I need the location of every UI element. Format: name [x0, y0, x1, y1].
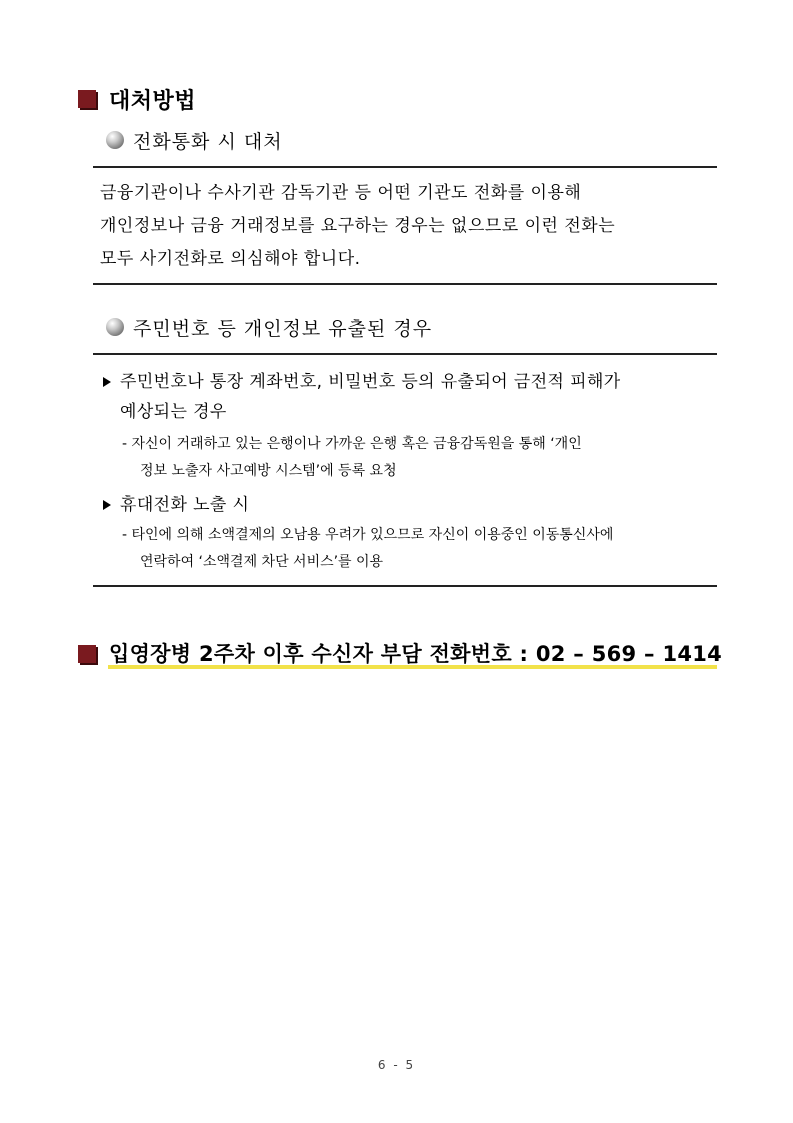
- detail-text: 정보 노출자 사고예방 시스템’에 등록 요청: [140, 463, 397, 479]
- detail-text: - 타인에 의해 소액결제의 오남용 우려가 있으므로 자신이 이용중인 이동통신사에: [122, 527, 614, 543]
- paragraph-line: 개인정보나 금융 거래정보를 요구하는 경우는 없으므로 이런 전화는: [100, 216, 616, 236]
- triangle-bullet-icon: [103, 377, 111, 387]
- bullet-text: 주민번호나 통장 계좌번호, 비밀번호 등의 유출되어 금전적 피해가: [120, 372, 621, 392]
- page-number: 6 - 5: [377, 1058, 416, 1072]
- sphere-bullet-icon: [106, 318, 124, 336]
- divider: [93, 283, 717, 285]
- divider: [93, 585, 717, 587]
- divider: [93, 166, 717, 168]
- subsection-title: 주민번호 등 개인정보 유출된 경우: [133, 318, 433, 340]
- divider: [93, 353, 717, 355]
- section-title: 대처방법: [109, 89, 197, 114]
- section-square-icon: [78, 645, 96, 663]
- detail-text: 연락하여 ‘소액결제 차단 서비스’를 이용: [140, 554, 384, 570]
- paragraph-line: 금융기관이나 수사기관 감독기관 등 어떤 기관도 전화를 이용해: [100, 183, 582, 203]
- section-square-icon: [78, 90, 96, 108]
- paragraph-line: 모두 사기전화로 의심해야 합니다.: [100, 249, 361, 269]
- bullet-text: 휴대전화 노출 시: [120, 495, 250, 515]
- triangle-bullet-icon: [103, 500, 111, 510]
- bullet-text: 예상되는 경우: [120, 402, 227, 422]
- hotline-title: 입영장병 2주차 이후 수신자 부담 전화번호 : 02 – 569 – 1414: [109, 642, 723, 666]
- sphere-bullet-icon: [106, 131, 124, 149]
- detail-text: - 자신이 거래하고 있는 은행이나 가까운 은행 혹은 금융감독원을 통해 ‘개인: [122, 436, 582, 452]
- subsection-title: 전화통화 시 대처: [133, 131, 283, 153]
